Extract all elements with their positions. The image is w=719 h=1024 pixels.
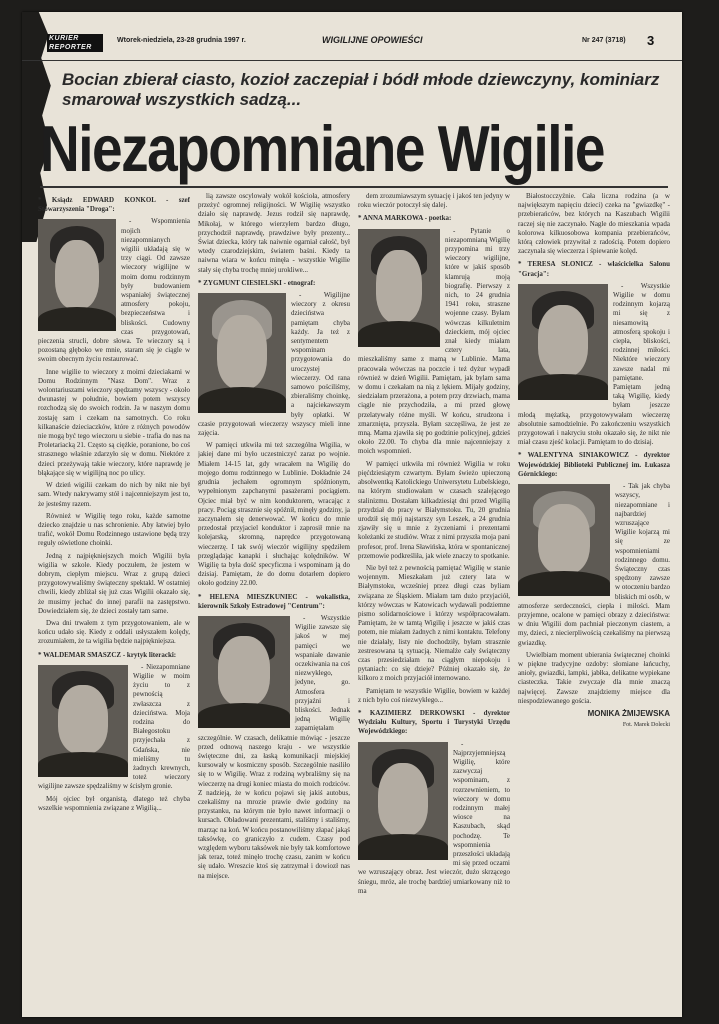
photo-face — [218, 636, 270, 705]
paragraph: Jedną z najpiękniejszych moich Wigilii była wigilia w szkole. Kiedy poczułem, że jestem w dobrym, ciepłym miejscu. Wraz z grupą dzieci przygotowywaliśmy świąteczny spektakl. W ostatniej chwili, kiedy zbliżał się już czas Wigilii okazało się, że musimy jechać do innej parafii na zastępstwo. Dowiedziałem się, że dzieci zostały tam same. — [38, 551, 190, 615]
interviewee-mieszkuniec: * HELENA MIESZKUNIEC - wokalistka, kierownik Szkoły Estradowej "Centrum": — [198, 592, 350, 610]
interviewee-slonicz: * TERESA SŁONICZ - właścicielka Salonu "Gracja": — [518, 260, 670, 278]
issue-number: Nr 247 (3718) — [582, 37, 626, 44]
paragraph: Nie był też z pewnością pamiętać Wigilię w stanie wojennym. Mieszkałam już cztery lata w Białymstoku, wcześniej przez długi czas byliam związana ze Śląskiem. Miałam tam dużo przyjaciół, którzy wówczas w Katowicach wydawali podziemne pismo solidarnościowe i którzy współpracowałam. Pamiętam, że w tamtą Wigilię i jeszcze w jakiś czas potem, nie miałam żadnych z nimi kontaktu. Telefony nie działały, listy nie dochodziły, byłam strasznie zestresowana tą sytuacją. Niemalże cały świąteczny czas przesiedziałam na ciągłym niepokoju i pytaniach: co się dzieje? Później okazało się, że kilkoro z moich przyjaciół internowano. — [358, 563, 510, 683]
photo-konkol — [38, 219, 116, 331]
photo-mieszkuniec — [198, 616, 290, 728]
paragraph: dem zrozumiawszym sytuację i jakoś ten jedyny w roku wieczór potoczył się dalej. — [358, 192, 510, 210]
photo-slonicz — [518, 284, 608, 400]
paragraph: Dwa dni trwałem z tym przygotowaniem, ale w końcu udało się. Kiedy z oddali usłyszałem kolędy, zrozumiałem, że ta wigilia będzie najpiękniejsza. — [38, 618, 190, 646]
logo-line1: KURIER — [49, 35, 79, 42]
photo-face — [378, 763, 428, 836]
paragraph: W dzień wigilii czekam do nich by nikt nie był sam. Wtedy nakrywamy stół i najcenniejszym jest to, że jesteśmy razem. — [38, 481, 190, 508]
photo-smaszcz — [38, 665, 128, 777]
photo-face — [55, 240, 99, 309]
paragraph: Mój ojciec był organistą, dlatego też chyba wszelkie wspomnienia związane z Wigilią... — [38, 794, 190, 812]
masthead — [22, 34, 682, 61]
newspaper-page — [22, 12, 682, 1017]
interviewee-ciesielski: * ZYGMUNT CIESIELSKI - etnograf: — [198, 278, 316, 287]
interviewee-smaszcz: * WALDEMAR SMASZCZ - krytyk literacki: — [38, 650, 177, 659]
paragraph: Inne wigilie to wieczory z moimi dzieciakami w Domu Rodzinnym "Nasz Dom". Wraz z wolontariuszami wieczory spędzamy wszyscy - około dwunastej w południe, bowiem potem wszyscy rozchodzą się do swoich rodzin. Ja w naszym domu zostaję sam i czekam na samotnych. Co roku kilkanaście dzieciaczków, które z różnych powodów nie mogą być tego wieczoru u siebie - trafia do nas na Proletariacką 21. Często są ciężkie, poranione, bo coś strasznego właśnie zdarzyło się w domu. Niektóre z dzieci przeżywają takie wieczory, które naprawdę je błąkające się w wigilijną noc po ulicy. — [38, 367, 190, 477]
photo-shoulders — [358, 834, 448, 860]
photo-shoulders — [518, 374, 608, 400]
paragraph: - Pytanie o niezapomnianą Wigilię przypomina mi trzy wieczory wigilijne, które w jakiś sposób klamrują moją biografię. Pierwszy z nich, to 24 grudnia 1941 roku, straszne wojenne czasy. Byłam wówczas kilkuletnim dzieckiem, mój ojciec znał kiedy miałam cztery lata, mieszkaliśmy same z mamą w Lublinie. Mama pracowała wówczas na poczcie i też dyżur wypadł również w dzień Wigilii. Pamiętam, jak bylam sama w domu i czekałam na nią z lękiem. Mijały godziny, siedziałam przerażona, a potem przy drzwiach, mama ciągle nie przychodziła, a mi przed głowę przelatywały różne myśli. W końcu, strudzona i zmarznięta, przyszła. Byłam szczęśliwa, że jest ze mną. Mama zjawiła się po godzinie policyjnej, gdzieś około 22.00. To chyba dla mnie najcenniejszy z moich wspomnień. — [358, 226, 510, 456]
photo-shoulders — [38, 752, 128, 777]
paragraph: Również w Wigilię tego roku, każde samotne dziecko znajdzie u nas schronienie. Aby łatwiej było trafić, wokół Domu Rodzinnego ustawione będą trzy reguły oświetlone choinki. — [38, 511, 190, 548]
photo-shoulders — [198, 387, 286, 413]
photo-derkowski — [358, 742, 448, 860]
section-title: WIGILIJNE OPOWIEŚCI — [322, 35, 423, 45]
interviewee-derkowski: * KAZIMIERZ DERKOWSKI - dyrektor Wydziału Kultury, Sportu i Turystyki Urzędu Wojewódzkiego: — [358, 708, 510, 736]
photo-shoulders — [38, 307, 116, 332]
headline-rule — [40, 186, 668, 188]
photo-siniakowicz — [518, 484, 610, 596]
photo-face — [538, 305, 588, 377]
issue-date: Wtorek-niedziela, 23-28 grudnia 1997 r. — [117, 37, 246, 44]
paragraph: W pamięci utkwiła mi też szczególna Wigilia, w jakiej dane mi było uczestniczyć zaraz po wojnie. Miałem 14-15 lat, gdy wracałem na Wigilię do mojego domu rodzinnego w Lublinie. Dokładnie 24 grudnia jechałem ogromnym spóźnionym, wypełnionym zapchanymi pasażerami pociągiem. Ojciec miał być w nim konduktorem, wracając z pracy. Pociąg strasznie się spóźnił, minęły godziny, ja zaczynałem się denerwować. W końcu do mnie przedostał przyjaciel konduktor i zaprosił mnie na kolejarską, skromną, naprędce przygotowaną wieczerzę. I tak swój wieczór wigilijny spędziłem przeglądając kanapki i słuchając kolędników. W Wigilię ta była dość specyficzna i wspominam ją do dzisiaj. Pamiętam, że do domu dotarłem dopiero około godziny 22.00. — [198, 441, 350, 588]
interviewee-konkol: * Ksiądz EDWARD KONKOL - szef Stowarzyszenia "Droga": — [38, 196, 190, 214]
paragraph: Pamiętam te wszystkie Wigilie, bowiem w każdej z nich było coś niezwykłego... — [358, 686, 510, 704]
photo-markowa — [358, 229, 440, 347]
logo-line2: REPORTER — [49, 44, 92, 51]
paragraph: - Najprzyjemniejszą Wigilię, które zazwyczaj wspominam, z rozrzewnieniem, to wieczory w domu rodzinnym małej wiosce na Kaszubach, skąd pochodzę. Te wspomnienia przeszłości układają mi się przed oczami we wzruszający obraz. Jest wieczór, dużo skrzącego śniegu, mróz, ale trochę bardziej umiarkowany niż to ma — [358, 739, 510, 895]
interviewee-siniakowicz: * WALENTYNA SINIAKOWICZ - dyrektor Wojewódzkiej Biblioteki Publicznej im. Łukasza Górnickiego: — [518, 451, 670, 478]
photo-shoulders — [198, 703, 290, 728]
author-signature: MONIKA ŻMIJEWSKA — [587, 708, 670, 718]
photo-ciesielski — [198, 293, 286, 413]
photo-shoulders — [518, 571, 610, 596]
paragraph: Uwielbiam moment ubierania świątecznej choinki w piękne tradycyjne ozdoby: słomiane łańcuchy, anioły, gwiazdki, lampki, jabłka, delikatne wypiekane ciasteczka. Takie zwyczaje dla mnie znaczą najwięcej. Zawsze znajdziemy miejsce dla niespodziewanego gościa. — [518, 650, 670, 705]
paragraph: - Wszystkie Wigilie w domu rodzinnym kojarzą mi się z niesamowitą atmosferą spokoju i ciepła, bliskości, rodzinnej miłości. Niektóre wieczory zawsze nadal mi pamiętane. Pamiętam jedną taką Wigilię, kiedy byłam jeszcze młodą mężatką, przygotowywałam wieczerzę absolutnie samodzielnie. Po zakończeniu wszystkich przygotowań i nakryciu stołu okazało się, że nikt nie miał czasu zjeść kolacji. Pamiętam to do dzisiaj. — [518, 281, 670, 447]
article-column-3 — [358, 192, 510, 992]
paragraph: - Wszystkie Wigilie zawsze się jakoś w mej pamięci we wspaniałe dawanie oczekiwania na coś niezwykłego, jedyne, go. Atmosfera przyjaźni i bliskości. Jednak jedną Wigilię zapamiętałam szczególnie. W czasach, delikatnie mówiąc - jeszcze przed odnową naszego kraju - we wszystkie święteczne dni, za łaską komunikacji miejskiej kursowały w kosmiczny sposób. Szczególnie nasiliło się to w Wigilię. Wraz z rodziną wybraliśmy się na wieczerzę na drugi koniec miasta do moich rodziców. Z nadzieją, że w końcu pojawi się jakiś autobus, czekaliśmy na mrozie prawie dwie godziny na przystanku, na którym nie było nawet informacji o kursach. Obładowani prezentami, staliśmy i staliśmy, marząc na koń. W końcu postanowiliśmy złapać jakąś taksówkę, co graniczyło z cudem. Czasy pod względem wyboru taksówek nie były tak komfortowe jak teraz, toteż minęło trochę czasu, zanim w końcu się udało. Wreszcie ktoś się zatrzymał i dowiozł nas na miejsce. — [198, 613, 350, 880]
article-column-1 — [38, 192, 190, 992]
paragraph: - Tak jak chyba wszyscy, niezapomniane i najbardziej wzruszające Wigilie kojarzą mi się ze wspomnieniami rodzinnego domu. Świąteczny czas spędzony zawsze w otoczeniu bardzo bliskich mi osób, w atmosferze serdeczności, ciepła i miłości. Mam przyjemne, ocalone w pamięci obrazy z dzieciństwa: w dniu Wigilii dom pachniał pieczonym ciastem, a my, dzieci, z niecierpliwością czekaliśmy na pierwszą gwiazdkę. — [518, 482, 670, 647]
headline: Niezapomniane Wigilie — [40, 112, 604, 186]
subheadline: Bocian zbierał ciasto, kozioł zaczepiał i bódł młode dziewczyny, kominiarz smarował wszystkich sadzą... — [62, 70, 660, 109]
photo-face — [376, 250, 422, 323]
newspaper-logo — [47, 34, 103, 52]
paragraph: - Wigilijne wieczory z okresu dzieciństwa pamiętam chyba każdy. Ja też z sentymentem wspominam przygotowania do uroczystej wieczerzy. Od rana samowo pościliśmy, zbieraliśmy choinkę, a najciekawszym były opłatki. W czasie przygotowań wieczerzy wszyscy mieli inne zajęcia. — [198, 291, 350, 438]
paragraph: lią zawsze oscylowały wokół kościoła, atmosfery przeżyć ogromnej religijności. W Wigilię wszystko działo się naprawdę. Jezus rodził się naprawdę, Mikołaj, w którego wierzyłem bardzo długo, przychodził naprawdę, prawdziwe były prezenty... Świat dziecka, który tak naiwnie ogarniał całość, był wtedy czarodziejskim, światem baśni. Kiedy ta naiwna wiara w końcu minęła - wszystkie Wigilie stały się chyba trochę mniej urokliwe... — [198, 192, 350, 274]
page-number: 3 — [647, 33, 655, 48]
paragraph: W pamięci utkwiła mi również Wigilia w roku pięćdziesiątym czwartym. Byłam świeżo upieczoną absolwentką Katolickiego Uniwersytetu Lubelskiego, na którym studiowałam w czasach szalejącego stalinizmu. Dostałam kilkadziesiąt dni przed Wigilią przydział do pracy w Białymstoku. Tu, 20 grudnia urodził się mój najstarszy syn Leszek, a 24 grudnia zjawiły się u mnie z życzeniami i prezentami koleżanki ze studiów. Wraz z nimi przyszła moja pani profesor, prof. Irena Sławińska, która w spontanicznej przemowie podkreśliła, jak wiele znaczy to spotkanie. — [358, 459, 510, 560]
article-column-4 — [518, 192, 670, 992]
paragraph: - Niezapomniane Wigilie w moim życiu to z pewnością zwłaszcza z dzieciństwa. Moja rodzina do Białegostoku przyjechała z Gdańska, nie mieliśmy tu żadnych krewnych, toteż wieczory wigilijne zawsze spędzaliśmy w ścisłym gronie. — [38, 662, 190, 791]
photo-face — [538, 504, 590, 573]
photo-credit: Fot. Marek Dolecki — [622, 722, 670, 729]
photo-face — [217, 315, 266, 389]
article-column-2 — [198, 192, 350, 992]
photo-shoulders — [358, 321, 440, 347]
interviewee-markowa: * ANNA MARKOWA - poetka: — [358, 214, 452, 223]
paragraph: Białostocczyźnie. Cała liczna rodzina (a w największym napięciu dzieci) czeka na "gwiazdkę" - przebierańców, bez których na Kaszubach Wigilii raczej się nie zaczynało. Nagle do mieszkania wpada kolorowa kilkuosobowa kompania przebierańców, którą człowiek przywitał z radością. Potem dopiero zaczynała się wieczerza i śpiewanie kolęd. — [518, 192, 670, 256]
photo-face — [58, 685, 108, 754]
paragraph: - Wspomnienia mojich niezapomnianych wigilii układają się w trzy ciągi. Od zawsze wieczory wigilijne w moim domu rodzinnym były budowaniem wspaniałej świątecznej atmosfery pokoju, bezpieczeństwa i bliskości. Cudowny czas przygotowań, pieczenia strucli, dobre słowa. Te wieczory są i pozostaną głęboko we mnie, staram się je ciągle w swoim obecnym życiu restaurować. — [38, 217, 190, 364]
